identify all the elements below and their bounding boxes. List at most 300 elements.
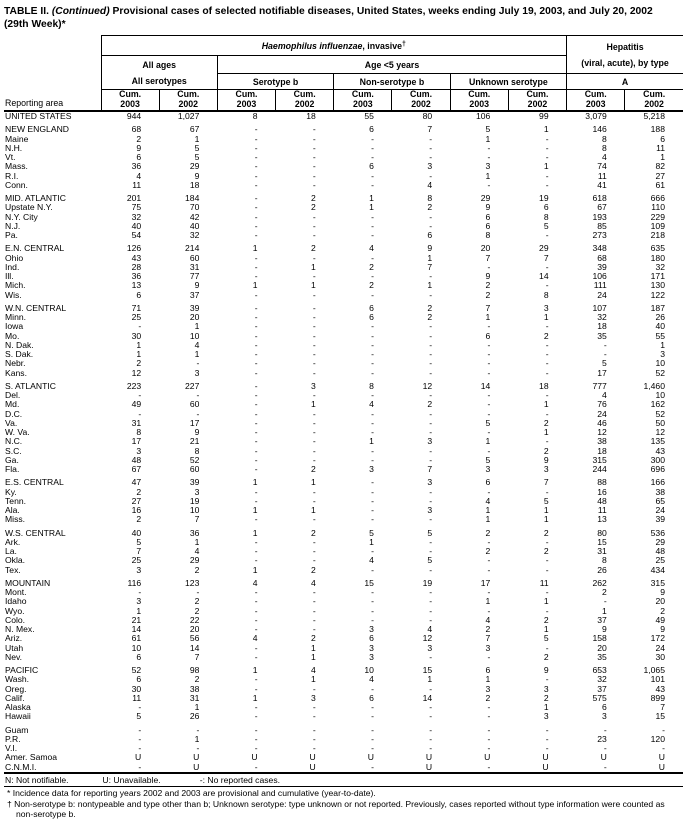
cell: 39 — [597, 262, 607, 272]
cell: - — [254, 303, 258, 313]
cell: 7 — [194, 515, 200, 525]
footnote-dagger — [5, 799, 683, 820]
cell: - — [487, 588, 491, 597]
cell: 98 — [189, 666, 200, 675]
cell: U — [600, 753, 607, 763]
footnotes — [4, 788, 683, 819]
cell: - — [254, 684, 258, 694]
cell: 1 — [310, 675, 316, 685]
table-row — [4, 616, 683, 625]
cell: 5 — [427, 528, 433, 538]
cell: 126 — [126, 244, 142, 254]
cell: - — [371, 496, 374, 506]
cell: 4 — [369, 400, 374, 410]
row-label: Upstate N.Y. — [5, 203, 53, 213]
cell: 6 — [485, 221, 491, 231]
title-line2: (29th Week)* — [4, 18, 66, 30]
cell: 9 — [660, 625, 665, 634]
row-label: Hawaii — [5, 712, 31, 722]
cell: - — [429, 588, 433, 597]
cell: 7 — [660, 703, 665, 712]
cell: - — [371, 409, 374, 419]
cell: 6 — [485, 478, 491, 488]
cell: - — [138, 409, 142, 419]
cell: - — [371, 734, 374, 744]
row-label: Iowa — [5, 322, 24, 332]
cell: 2 — [310, 203, 316, 213]
cell: - — [312, 725, 316, 735]
cell: 1 — [427, 281, 433, 291]
cell: 11 — [656, 143, 665, 153]
cell: 1 — [543, 597, 549, 607]
cell: 666 — [650, 194, 665, 203]
cell: - — [545, 537, 549, 547]
cell: - — [662, 725, 665, 735]
cell: - — [196, 725, 200, 735]
cell: 244 — [592, 465, 607, 474]
cell: - — [603, 597, 607, 607]
cell: - — [254, 744, 258, 753]
header-age-lt5: Age <5 years — [217, 56, 566, 74]
cell: 3 — [660, 350, 665, 359]
cell: 1 — [485, 515, 491, 525]
cell: - — [603, 350, 607, 359]
cell: 4 — [602, 391, 607, 400]
row-label: N.C. — [5, 437, 23, 447]
cell: - — [254, 125, 258, 135]
header-all-ages — [101, 56, 217, 90]
cell: U — [134, 753, 142, 763]
row-label: N.Y. City — [5, 212, 38, 222]
cell: - — [429, 734, 433, 744]
cell: 5 — [194, 153, 200, 162]
row-label: N. Dak. — [5, 340, 34, 350]
row-label: Ark. — [5, 537, 21, 547]
cell: - — [662, 744, 665, 753]
cell: 6 — [485, 331, 491, 341]
cell: 111 — [593, 281, 607, 291]
cell: 4 — [194, 340, 200, 350]
cell: - — [254, 313, 258, 322]
row-label: Mass. — [5, 162, 28, 172]
cell: 171 — [650, 272, 665, 281]
cell: 575 — [592, 693, 607, 703]
cell: - — [254, 597, 258, 607]
cell: 214 — [185, 244, 200, 254]
cell: 18 — [306, 111, 316, 121]
row-label: Del. — [5, 391, 21, 400]
cell: 6 — [485, 212, 491, 222]
cell: 3 — [543, 712, 549, 722]
table-row — [4, 653, 683, 662]
row-label: MOUNTAIN — [5, 578, 51, 588]
cell: 6 — [136, 290, 142, 300]
table-row — [4, 428, 683, 437]
cell: 2 — [485, 547, 491, 556]
cell: - — [312, 703, 316, 712]
cell: 30 — [131, 331, 142, 341]
cell: 3 — [427, 506, 433, 515]
cell: 4 — [485, 615, 491, 625]
row-label: Minn. — [5, 313, 27, 322]
table-row — [4, 213, 683, 222]
cell: - — [312, 253, 316, 263]
table-row — [4, 506, 683, 515]
cell: 67 — [189, 125, 200, 135]
cell: 2 — [543, 446, 549, 456]
table-row — [4, 488, 683, 497]
table-row — [4, 538, 683, 547]
cell: - — [312, 212, 316, 222]
cell: - — [371, 368, 374, 378]
cell: - — [312, 162, 316, 172]
cell: - — [254, 381, 258, 391]
title-suffix: Provisional cases of selected notifiable diseases, United States, weeks ending July 19, 2003, and July 20, 2002 — [109, 6, 653, 17]
table-title — [4, 6, 683, 31]
cell: 88 — [597, 478, 607, 488]
header-non-serotype-b: Non-serotype b — [334, 74, 450, 90]
cell: 68 — [131, 125, 142, 135]
cell: - — [138, 703, 142, 712]
cell: 5 — [194, 143, 200, 153]
cell: - — [429, 615, 433, 625]
cell: 14 — [480, 381, 491, 391]
cell: 37 — [189, 290, 200, 300]
cell: - — [254, 588, 258, 597]
cell: - — [545, 368, 549, 378]
cell: 1 — [543, 162, 549, 172]
cell: 1 — [485, 171, 491, 181]
row-label: UNITED STATES — [5, 111, 72, 121]
all-serotypes-label: All serotypes — [131, 76, 187, 86]
cell: 20 — [189, 625, 200, 634]
year-label: 2003 — [236, 98, 257, 109]
cell: 52 — [131, 666, 142, 675]
cell: 2 — [194, 565, 200, 575]
cell: 9 — [660, 588, 665, 597]
cell: - — [371, 350, 374, 359]
cell: 1 — [543, 703, 549, 712]
footnote-marker: † — [7, 798, 12, 809]
header-spacer — [4, 36, 101, 90]
year-label: 2003 — [585, 98, 606, 109]
cell: 8 — [427, 194, 433, 203]
table-row — [4, 744, 683, 753]
cell: 25 — [131, 313, 142, 322]
cell: - — [254, 253, 258, 263]
cell: - — [254, 290, 258, 300]
cell: 5 — [602, 359, 607, 369]
cell: 8 — [252, 111, 258, 121]
cell: 5,218 — [643, 111, 665, 121]
cum-label: Cum. — [177, 89, 200, 99]
cell: - — [138, 322, 142, 332]
cell: 80 — [422, 111, 433, 121]
cell: - — [429, 487, 433, 497]
cell: 29 — [655, 537, 665, 547]
cell: 6 — [369, 303, 374, 313]
cell: 7 — [485, 303, 491, 313]
cell: - — [312, 125, 316, 135]
cell: - — [545, 643, 549, 653]
cell: 1 — [136, 340, 142, 350]
cell: - — [603, 725, 607, 735]
cell: 1 — [369, 203, 374, 213]
table-row — [4, 153, 683, 162]
cell: - — [254, 231, 258, 240]
header-cum-hepa-2003 — [567, 90, 625, 112]
cell: 18 — [539, 381, 549, 391]
row-label: Maine — [5, 134, 29, 144]
cell: 1 — [310, 643, 316, 653]
cell: 60 — [189, 400, 200, 410]
cell: U — [193, 753, 200, 763]
cell: 166 — [650, 478, 665, 488]
table-row — [4, 685, 683, 694]
cell: - — [429, 428, 433, 437]
cell: - — [312, 556, 316, 566]
cum-label: Cum. — [410, 89, 433, 99]
cell: - — [312, 615, 316, 625]
cell: 201 — [126, 194, 142, 203]
cell: 7 — [485, 253, 491, 263]
cell: - — [138, 762, 142, 772]
cell: 1,460 — [643, 381, 665, 391]
cell: U — [425, 753, 433, 763]
cell: - — [545, 744, 549, 753]
cell: - — [371, 180, 374, 190]
cell: 9 — [194, 428, 200, 437]
cell: - — [371, 212, 374, 222]
cell: - — [487, 391, 491, 400]
cell: 20 — [655, 597, 665, 607]
cell: - — [312, 272, 316, 281]
table-row — [4, 400, 683, 409]
cell: 4 — [194, 547, 200, 556]
cell: - — [254, 418, 258, 428]
cell: 135 — [650, 437, 665, 447]
table-header — [4, 36, 683, 112]
row-label: Amer. Samoa — [5, 753, 58, 763]
cell: - — [254, 171, 258, 181]
cell: - — [429, 725, 433, 735]
row-label: V.I. — [5, 744, 18, 753]
cell: 1 — [543, 506, 549, 515]
cell: 14 — [539, 272, 549, 281]
cell: 21 — [189, 437, 200, 447]
cell: 32 — [189, 231, 200, 240]
cell: 180 — [650, 253, 665, 263]
row-label: NEW ENGLAND — [5, 125, 69, 135]
cell: - — [254, 547, 258, 556]
table-row — [4, 566, 683, 575]
cell: - — [254, 359, 258, 369]
cell: 20 — [597, 643, 607, 653]
cell: 18 — [597, 446, 607, 456]
cell: - — [312, 487, 316, 497]
cell: 3 — [136, 446, 142, 456]
cell: - — [429, 515, 433, 525]
cell: 38 — [597, 437, 607, 447]
cell: - — [429, 547, 433, 556]
cell: 75 — [131, 203, 142, 213]
cell: 11 — [597, 171, 607, 181]
cell: 39 — [655, 515, 665, 525]
cell: - — [371, 597, 374, 607]
row-label: Calif. — [5, 693, 25, 703]
cell: - — [312, 221, 316, 231]
table-row — [4, 497, 683, 506]
cell: 50 — [655, 418, 665, 428]
cell: 1 — [252, 244, 258, 254]
cell: 76 — [597, 400, 607, 410]
row-label: Mich. — [5, 281, 26, 291]
cell: 5 — [543, 496, 549, 506]
row-label: Wis. — [5, 290, 22, 300]
row-label: Okla. — [5, 556, 26, 566]
cell: - — [429, 744, 433, 753]
cell: 43 — [131, 253, 142, 263]
row-label: D.C. — [5, 409, 23, 419]
cell: 55 — [364, 111, 374, 121]
cell: 37 — [597, 615, 607, 625]
cell: 109 — [650, 221, 665, 231]
cell: 25 — [131, 556, 142, 566]
cell: 7 — [427, 125, 433, 135]
cell: 12 — [655, 428, 665, 437]
cell: - — [603, 762, 607, 772]
cell: - — [545, 143, 549, 153]
cell: 653 — [592, 666, 607, 675]
header-hinfluenzae — [101, 36, 567, 56]
year-label: 2002 — [527, 98, 548, 109]
row-label: N.H. — [5, 143, 23, 153]
cell: 2 — [136, 134, 142, 144]
cell: 1 — [194, 537, 200, 547]
cell: - — [429, 446, 433, 456]
cell: - — [371, 506, 374, 515]
cell: 2 — [136, 515, 142, 525]
cell: 19 — [539, 194, 549, 203]
cell: 46 — [597, 418, 607, 428]
row-label: Alaska — [5, 703, 31, 712]
cell: 2 — [543, 418, 549, 428]
cell: 7 — [543, 478, 549, 488]
cell: 40 — [131, 528, 142, 538]
cell: 315 — [650, 578, 665, 588]
cell: - — [371, 290, 374, 300]
cell: - — [487, 744, 491, 753]
cell: 5 — [485, 418, 491, 428]
cell: 2 — [310, 244, 316, 254]
cell: - — [545, 281, 549, 291]
cell: - — [545, 391, 549, 400]
cell: 3 — [485, 465, 491, 474]
cell: 3 — [485, 162, 491, 172]
cell: U — [251, 753, 258, 763]
cell: 2 — [310, 528, 316, 538]
header-hep-a: A — [567, 74, 683, 90]
cell: 26 — [655, 313, 665, 322]
cell: 3 — [485, 684, 491, 694]
cell: 11 — [539, 578, 549, 588]
cell: - — [487, 703, 491, 712]
cell: 9 — [602, 625, 607, 634]
cell: 68 — [597, 253, 607, 263]
cell: - — [254, 368, 258, 378]
cell: 4 — [369, 244, 374, 254]
cell: 4 — [310, 666, 316, 675]
cell: 10 — [655, 391, 665, 400]
cell: - — [312, 597, 316, 607]
cell: - — [254, 331, 258, 341]
legend-row — [4, 774, 683, 788]
cell: 12 — [422, 634, 433, 644]
cell: 218 — [650, 231, 665, 240]
cell: 10 — [131, 643, 142, 653]
cell: - — [312, 313, 316, 322]
cell: - — [429, 391, 433, 400]
cell: 3 — [310, 693, 316, 703]
cell: 7 — [136, 547, 142, 556]
cell: 1 — [194, 734, 200, 744]
row-label: S. Dak. — [5, 350, 34, 359]
cell: - — [545, 340, 549, 350]
cell: - — [254, 446, 258, 456]
row-label: W.S. CENTRAL — [5, 528, 66, 538]
cell: - — [371, 455, 374, 465]
cell: 29 — [189, 162, 200, 172]
cell: 3,079 — [585, 111, 607, 121]
cell: - — [371, 712, 374, 722]
row-label: Tenn. — [5, 496, 27, 506]
title-prefix: TABLE II. — [4, 6, 52, 17]
cell: - — [312, 446, 316, 456]
table-row — [4, 588, 683, 597]
table-row — [4, 322, 683, 331]
cell: 348 — [592, 244, 607, 254]
cell: 262 — [592, 578, 607, 588]
year-label: 2002 — [411, 98, 431, 109]
cell: 19 — [189, 496, 200, 506]
cell: - — [254, 556, 258, 566]
cell: 4 — [427, 180, 433, 190]
table-row — [4, 666, 683, 675]
cell: 116 — [127, 578, 142, 588]
cell: 1 — [485, 675, 491, 685]
table-row — [4, 675, 683, 684]
cell: - — [545, 180, 549, 190]
cell: 6 — [660, 134, 665, 144]
cell: 31 — [597, 547, 607, 556]
cell: 1 — [427, 253, 433, 263]
header-hepatitis — [567, 36, 683, 74]
legend-unavailable: U: Unavailable. — [102, 774, 161, 785]
table-row — [4, 359, 683, 368]
cell: 9 — [136, 143, 142, 153]
row-label: Miss. — [5, 515, 26, 525]
cell: 32 — [655, 262, 665, 272]
table-row — [4, 304, 683, 313]
table-row — [4, 447, 683, 456]
cell: 107 — [592, 303, 607, 313]
cell: 70 — [189, 203, 200, 213]
table-row — [4, 607, 683, 616]
cell: 31 — [189, 693, 200, 703]
cell: 15 — [597, 537, 607, 547]
table-row — [4, 194, 683, 203]
year-label: 2003 — [353, 98, 373, 109]
